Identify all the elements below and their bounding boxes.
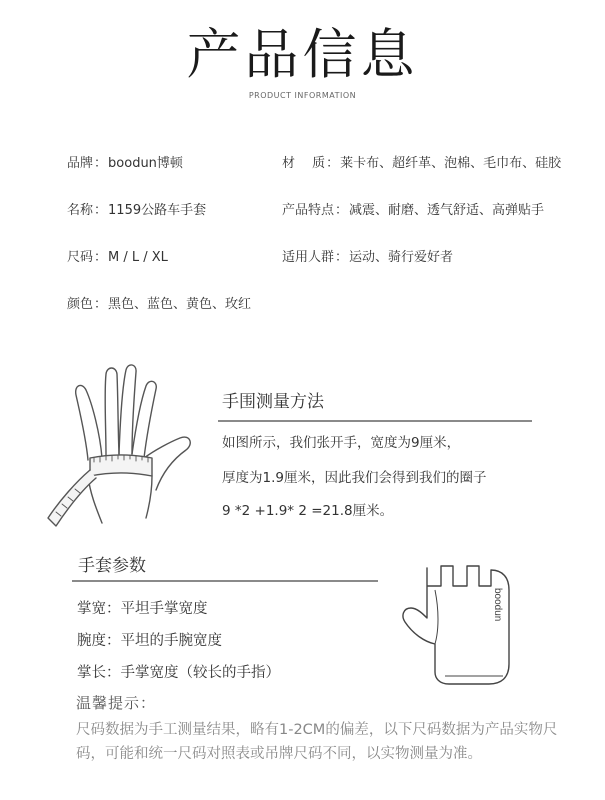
param-separator: ：	[106, 665, 121, 681]
spec-size	[67, 249, 168, 267]
spec-label: 名称	[67, 203, 94, 218]
measure-text-line-3: 9 *2 +1.9* 2 =21.8厘米。	[222, 503, 394, 519]
spec-value: 莱卡布、超纤革、泡棉、毛巾布、硅胶	[340, 156, 562, 171]
param-value: 平坦手掌宽度	[120, 601, 208, 617]
spec-separator: ：	[335, 203, 349, 218]
tip-text: 尺码数据为手工测量结果，略有1-2CM的偏差，以下尺码数据为产品实物尺码，可能和统一尺码对照表或吊牌尺码不同，以实物测量为准。	[76, 722, 558, 762]
glove-illustration	[395, 560, 515, 690]
param-separator: ：	[106, 633, 121, 649]
spec-label: 材 质	[282, 156, 326, 171]
param-value: 平坦的手腕宽度	[120, 633, 222, 649]
spec-brand	[67, 155, 183, 173]
spec-separator: ：	[94, 203, 108, 218]
hand-measure-illustration	[40, 358, 220, 538]
measure-divider	[218, 420, 532, 422]
measure-text-line-1: 如图所示，我们张开手，宽度为9厘米，	[222, 435, 461, 451]
param-wrist-width	[77, 629, 222, 650]
spec-name	[67, 202, 206, 220]
param-palm-length	[77, 661, 280, 682]
spec-label: 尺码	[67, 250, 94, 265]
spec-label: 适用人群	[282, 250, 335, 265]
measure-text-line-2: 厚度为1.9厘米，因此我们会得到我们的圈子	[222, 470, 487, 486]
spec-label: 品牌	[67, 156, 94, 171]
param-value: 手掌宽度（较长的手指）	[120, 665, 280, 681]
spec-label: 颜色	[67, 297, 94, 312]
param-palm-width	[77, 597, 208, 618]
spec-value: M / L / XL	[108, 250, 168, 265]
spec-separator: ：	[326, 156, 340, 171]
spec-separator: ：	[335, 250, 349, 265]
spec-color	[67, 296, 251, 314]
params-heading: 手套参数	[78, 556, 146, 576]
spec-material	[282, 155, 561, 173]
param-label: 掌宽	[77, 601, 106, 617]
spec-value: boodun博顿	[108, 156, 183, 171]
spec-features	[282, 202, 544, 220]
page-title: 产品信息	[186, 23, 419, 86]
param-label: 腕度	[77, 633, 106, 649]
spec-separator: ：	[94, 297, 108, 312]
spec-label: 产品特点	[282, 203, 335, 218]
spec-separator: ：	[94, 156, 108, 171]
spec-value: 运动、骑行爱好者	[349, 250, 454, 265]
page-subtitle: PRODUCT INFORMATION	[248, 91, 357, 100]
tip-title: 温馨提示：	[76, 694, 157, 712]
spec-value: 1159公路车手套	[108, 203, 207, 218]
glove-brand-label: boodun	[492, 588, 503, 622]
spec-value: 黑色、蓝色、黄色、玫红	[108, 297, 252, 312]
measure-heading: 手围测量方法	[222, 392, 324, 412]
params-divider	[72, 580, 378, 582]
param-separator: ：	[106, 601, 121, 617]
spec-separator: ：	[94, 250, 108, 265]
spec-audience	[282, 249, 453, 267]
param-label: 掌长	[77, 665, 106, 681]
spec-value: 减震、耐磨、透气舒适、高弹贴手	[349, 203, 545, 218]
